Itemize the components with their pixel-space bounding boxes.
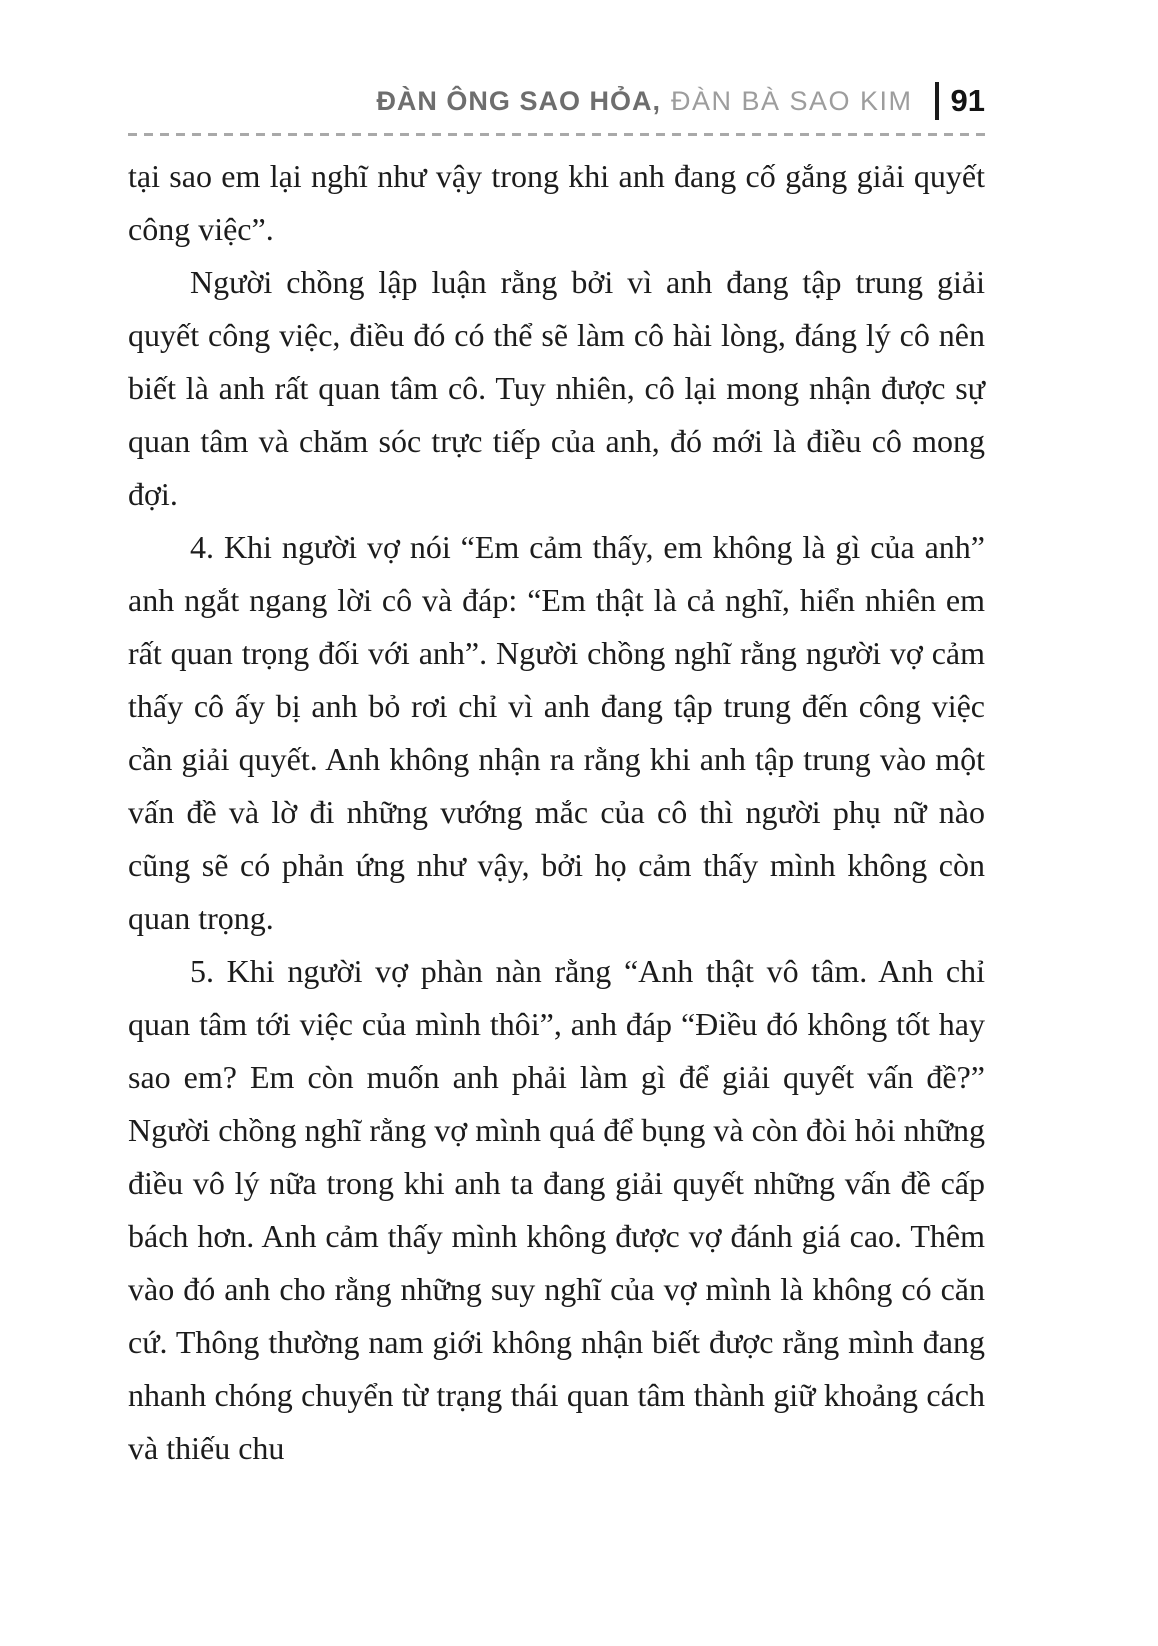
book-title-part-mars: ĐÀN ÔNG SAO HỎA,: [376, 85, 661, 116]
book-title-part-venus: ĐÀN BÀ SAO KIM: [670, 85, 913, 116]
paragraph-item-5: 5. Khi người vợ phàn nàn rằng “Anh thật vô tâm. Anh chỉ quan tâm tới việc của mình thôi”, anh đáp “Điều đó không tốt hay sao em? Em còn muốn anh phải làm gì để giải quyết vấn đề?” Người chồng nghĩ rằng vợ mình quá để bụng và còn đòi hỏi những điều vô lý nữa trong khi anh ta đang giải quyết những vấn đề cấp bách hơn. Anh cảm thấy mình không được vợ đánh giá cao. Thêm vào đó anh cho rằng những suy nghĩ của vợ mình là không có căn cứ. Thông thường nam giới không nhận biết được rằng mình đang nhanh chóng chuyển từ trạng thái quan tâm thành giữ khoảng cách và thiếu chu: [128, 953, 985, 1466]
page-number-divider: [935, 82, 939, 120]
page-number: 91: [950, 83, 985, 118]
header-dashed-rule: [128, 133, 985, 136]
paragraph-item-4: 4. Khi người vợ nói “Em cảm thấy, em không là gì của anh” anh ngắt ngang lời cô và đáp: “Em thật là cả nghĩ, hiển nhiên em rất quan trọng đối với anh”. Người chồng nghĩ rằng người vợ cảm thấy cô ấy bị anh bỏ rơi chỉ vì anh đang tập trung đến công việc cần giải quyết. Anh không nhận ra rằng khi anh tập trung vào một vấn đề và lờ đi những vướng mắc của cô thì người phụ nữ nào cũng sẽ có phản ứng như vậy, bởi họ cảm thấy mình không còn quan trọng.: [128, 529, 985, 936]
paragraph-continuation: tại sao em lại nghĩ như vậy trong khi anh đang cố gắng giải quyết công việc”.: [128, 158, 985, 247]
page-body: [128, 150, 985, 1475]
running-head: [128, 82, 985, 120]
paragraph-husband-argument: Người chồng lập luận rằng bởi vì anh đang tập trung giải quyết công việc, điều đó có thể sẽ làm cô hài lòng, đáng lý cô nên biết là anh rất quan tâm cô. Tuy nhiên, cô lại mong nhận được sự quan tâm và chăm sóc trực tiếp của anh, đó mới là điều cô mong đợi.: [128, 264, 985, 512]
